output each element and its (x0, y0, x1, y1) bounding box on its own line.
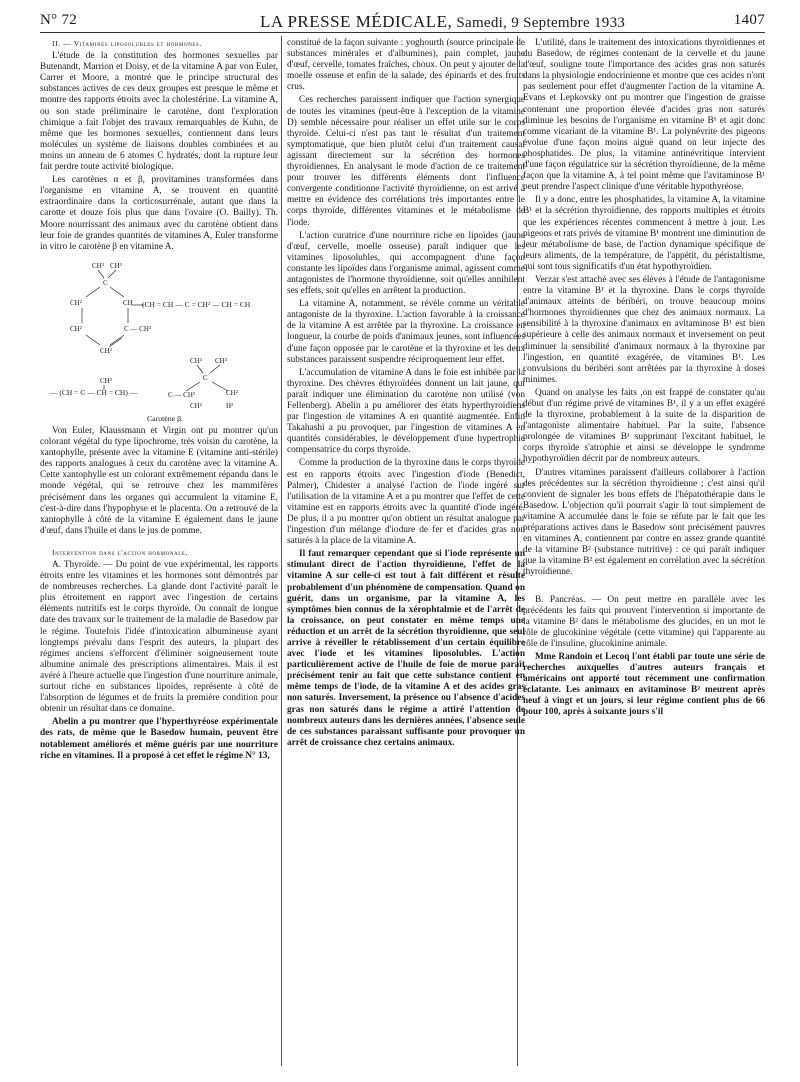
formula-label: C (103, 278, 108, 287)
formula-label: CH³ (190, 356, 202, 365)
paragraph: constitué de la façon suivante : yoghourth (source principale de substances minérales et d'albumines), pain complet, jaune d'œuf, cervelle, tomates fraîches, choux. On peut y ajouter de la moelle osseuse et enfin de la salade, des épinards et des fruits crus. (287, 38, 525, 93)
formula-label: CH² (190, 401, 202, 409)
page-header (40, 8, 765, 30)
paragraph: L'accumulation de vitamine A dans le foie est inhibée par la thyroxine. Des chèvres éthyroïdées donnent un lait jaune, qui paraît indiquer une élimination du carotène non utilisé (von Fellenberg). Abelin a pu améliorer des états hyperthyroïdiens par l'ingestion de vitamines A en quantité augmentée. Enfin Takahashi a pu provoquer, par l'ingestion de vitamines A en quantités considérables, le développement d'une hypertrophie compensatrice du corps thyroïde. (287, 367, 525, 456)
paragraph: La vitamine A, notamment, se révèle comme un véritable antagoniste de la thyroxine. L'action favorable à la croissance de la vitamine A est arrêtée par la thyroxine. La croissance en longueur, la courbe de poids d'animaux jeunes, sont influencées d'une façon opposée par le carotène et la thyroxine et les deux substances paraissent suspendre réciproquement leur effet. (287, 299, 525, 365)
column-1 (40, 38, 278, 764)
issue-number: N° 72 (40, 12, 78, 28)
paragraph: Ces recherches paraissent indiquer que l'action synergique de toutes les vitamines (peut-être à l'exception de la vitamine D) semble nécessaire pour réaliser un effet utile sur le corps thyroïde. Celui-ci n'est pas tant le résultat d'un traitement symptomatique, que bien plutôt celui d'un traitement causal agissant directement sur la sécrétion des hormones thyroïdiennes. En analysant le mode d'action de ce traitement pour trouver les différents éléments dont l'influence convergente conditionne l'activité thyroïdienne, on est arrivé à mettre en évidence des corrélations très importantes entre le corps thyroïde, différentes vitamines et le métabolisme de l'iode. (287, 95, 525, 228)
formula-label: H² (226, 401, 234, 409)
formula-label: CH² (70, 298, 82, 307)
column-divider (281, 36, 282, 1066)
column-3 (523, 38, 765, 721)
paragraph: B. Pancréas. — On peut mettre en parallèle avec les précédents les faits qui prouvent l'intervention si importante de la vitamine B² dans le métabolisme des glucides, en un mot le rôle de glucokinine végétale (cette vitamine) qui l'apparente au rôle de l'insuline, glucokinine animale. (523, 594, 765, 649)
journal-title (260, 12, 700, 32)
formula-label: CH (123, 298, 133, 307)
formula-chain: (CH = CH — C = CH² — CH = CH (142, 299, 251, 309)
header-rule (40, 32, 765, 33)
formula-label: C (203, 373, 208, 382)
journal-name: LA PRESSE MÉDICALE, (260, 12, 453, 31)
section-heading: II. — Vitamines liposolubles et hormones. (52, 39, 202, 48)
formula-label: CH² (70, 324, 82, 333)
formula-label: CH³ (92, 261, 104, 270)
formula-label: CH² (226, 388, 238, 397)
spacer (523, 581, 765, 595)
formula-label: CH³ (100, 376, 112, 385)
paragraph: L'étude de la constitution des hormones sexuelles par Butenandt, Marrion et Doisy, et de la vitamine A par von Euler, Carrer et Moore, a montré que le principe structural des substances actives de ces deux groupes est presque le même et montre des rapports étroits avec la cholestérine. La vitamine A, ou son stade préliminaire le carotène, dont l'exploration chimique a fait l'objet des travaux remarquables de Kuhn, de même que les hormones sexuelles, contiennent dans leurs molécules un système de liaisons doubles combinées et au moins un anneau de 6 atomes C hydratés, dont la rupture leur fait perdre toute activité biologique. (40, 51, 278, 173)
paragraph: Quand on analyse les faits ,on est frappé de constater qu'au début d'un régime privé de vitamines B¹, il y a un effet exagéré de la thyroxine, probablement à la suite de la disparition de l'antagoniste alimentaire habituel. Par la suite, l'absence prolongée de vitamines B¹ supprimant l'excitant habituel, le corps thyroïde s'atrophie et ainsi se développe le syndrome hypothyroïdien décrit par de nombreux auteurs. (523, 387, 765, 465)
paragraph: Verzar s'est attaché avec ses élèves à l'étude de l'antagonisme entre la vitamine B¹ et la thyroxine. Dans le corps thyroïde d'animaux atteints de béribéri, on trouve beaucoup moins d'hormones thyroïdiennes que chez des animaux normaux. La sensibilité à la thyroxine d'animaux en avitaminose B¹ est bien supérieure à celle des animaux normaux et inversement on peut diminuer la sensibilité d'animaux normaux à la thyroxine par l'ingestion, en quantité exagérée, de vitamines B¹. Les convulsions du béribéri sont arrêtées par la thyroxine à doses minimes. (523, 274, 765, 385)
formula-label: CH³ (110, 261, 122, 270)
paragraph: A. Thyroïde. — Du point de vue expérimental, les rapports étroits entre les vitamines et les hormones sont démontrés par de nombreuses recherches. La glande dont l'activité paraît le plus étroitement en rapport avec l'ingestion de certains éléments nutritifs est le corps thyroïde. On connaît de longue date des travaux sur le traitement de la maladie de Basedow par le régime. Toutefois l'idée d'intoxication albumineuse ayant longtemps prévalu dans l'esprit des auteurs, la plupart des régimes anciens s'efforcent d'éliminer soigneusement toute albumine animale des prescriptions alimentaires. Mais il est avéré à l'heure actuelle que l'ingestion d'une nourriture animale, surtout riche en substances lipoïdes, représente à côté de l'absorption de légumes et de fruits la première condition pour obtenir un résultat dans ce domaine. (40, 560, 278, 715)
paragraph: L'action curatrice d'une nourriture riche en lipoïdes (jaune d'œuf, cervelle, moelle osseuse) paraît indiquer que les vitamines liposolubles, qui accompagnent d'une façon constante les lipoïdes dans l'organisme animal, agissent comme antagonistes de l'hormone thyroïdienne, soit qu'elles annihilent ses effets, soit qu'elles en arrêtent la production. (287, 230, 525, 297)
carotene-formula (40, 259, 278, 409)
column-2 (287, 38, 525, 751)
formula-label: CH² (100, 346, 112, 355)
paragraph: D'autres vitamines paraissent d'ailleurs collaborer à l'action des précédentes sur la sécrétion thyroïdienne ; c'est ainsi qu'il convient de signaler les bons effets de l'hépatothérapie dans le Basedow. L'objection qu'il pourrait s'agir là tout simplement de vitamine A accumulée dans le foie se réfute par le fait que les préparations actives dans le Basedow sont précisément pauvres en vitamines A, contiennent par contre en assez grande quantité de la vitamine B² (substance nutritive) : ce qui paraît indiquer que la vitamine B² est également en corrélation avec la sécrétion thyroïdienne. (523, 467, 765, 578)
paragraph: Comme la production de la thyroxine dans le corps thyroïde est en rapports étroits avec l'ingestion d'iode (Benedict, Palmer), Chidester a analysé l'action de l'iode ingéré sur l'utilisation de la vitamine A et a pu montrer que l'effet de cette vitamine est en rapports étroits avec la quantité d'iode ingéré. De plus, il a pu montrer qu'on obtient un résultat analogue par l'ingestion d'un mélange d'iodure de fer et d'acides gras non saturés à la place de la vitamine A. (287, 458, 525, 547)
formula-label: C — CH³ (168, 390, 195, 399)
formula-caption: Carotène β. (146, 413, 183, 423)
paragraph: Mme Randoin et Lecoq l'ont établi par toute une série de recherches auxquelles d'autres auteurs français et américains ont apporté tout récemment une confirmation éclatante. Les animaux en avitaminose B² meurent après neuf à vingt et un jours, si leur régime contient plus de 66 pour 100, après à soixante jours s'il (523, 651, 765, 718)
paragraph: Abelin a pu montrer que l'hyperthyréose expérimentale des rats, de même que le Basedow humain, peuvent être notablement améliorés et même guéris par une nourriture riche en vitamines. Il a proposé à cet effet le régime N° 13, (40, 717, 278, 761)
issue-date: Samedi, 9 Septembre 1933 (456, 15, 626, 31)
paragraph: L'utilité, dans le traitement des intoxications thyroïdiennes et du Basedow, de régimes contenant de la cervelle et du jaune d'œuf, souligne toute l'importance des acides gras non saturés dans la physiologie endocrinienne et montre que ces acides n'ont pas seulement pour effet d'augmenter l'action de la vitamine A. Evans et Lepkovsky ont pu montrer que l'ingestion de graisse contenant une proportion élevée d'acides gras non saturés diminue les besoins de l'organisme en vitamine B¹ et agit donc comme vicariant de la vitamine B¹. La polynévrite des pigeons évolue d'une façon moins aiguë quand on leur injecte des phosphatides. De plus, la vitamine antinévritique intervient d'une façon régulatrice sur la sécrétion thyroïdienne, de la même façon que la vitamine A, à tel point même que l'avitaminose B¹ peut prendre l'aspect clinique d'une véritable hypothyréose. (523, 38, 765, 193)
section-heading: Intervention dans l'action hormonale. (52, 547, 189, 557)
paragraph: Il faut remarquer cependant que si l'iode représente un stimulant direct de l'action thyroïdienne, l'effet de la vitamine A sur celle-ci est tout à fait différent et résulte probablement d'un phénomène de compensation. Quand on guérit, dans un organisme, par la vitamine A, les symptômes bien connus de la xérophtalmie et de l'arrêt de la croissance, on peut constater en même temps une réduction et un arrêt de la sécrétion thyroïdienne, que seul arrive à réveiller le rétablissement d'un certain équilibre avec l'iode et les vitamines liposolubles. L'action particulièrement active de l'huile de foie de morue paraît précisément tenir au fait que cette substance contient en même temps de l'iode, de la vitamine A et des acides gras non saturés. Inversement, la présence ou l'absence d'acides gras non saturés dans le régime a attiré l'attention de nombreux auteurs dans les dernières années, l'absence seule de ces substances paraissant suffisante pour provoquer un arrêt de croissance chez certains animaux. (287, 549, 525, 748)
formula-chain: — (CH = C — CH = CH) — (50, 387, 138, 397)
paragraph: Il y a donc, entre les phosphatides, la vitamine A, la vitamine B¹ et la sécrétion thyroïdienne, des rapports multiples et étroits que les expériences récentes commencent à mettre à jour. Les pigeons et rats privés de vitamine B¹ montrent une diminution de leur métabolisme de base, de l'action dynamique spécifique de leurs aliments, de la température, de l'appétit, du péristaltisme, qui sont tous significatifs d'un état hypothyroïdien. (523, 195, 765, 272)
page-number: 1407 (733, 12, 765, 28)
formula-label: C — CH³ (124, 324, 151, 333)
formula-label: CH³ (215, 356, 227, 365)
paragraph: Von Euler, Klaussmann et Virgin ont pu montrer qu'un colorant végétal du type lipochrome, très voisin du carotène, la xantophylle, présente avec la vitamine E (vitamine anti-stérile) des rapports analogues à ceux du carotène avec la vitamine A. Cette xantophylle est un colorant extrêmement répandu dans le monde végétal, qui se retrouve chez les mammifères précisément dans les organes qui accumulent la vitamine E, c'est-à-dire dans l'hypophyse et le placenta. On a retrouvé de la xantophylle à côté de la vitamine E également dans le jaune d'œuf, dans l'huile et dans le jus de pomme. (40, 425, 278, 536)
paragraph: Les carotènes α et β, provitamines transformées dans l'organisme en vitamine A, se trouvent en quantité extraordinaire dans la corticosurrénale, autant que dans la carotte et douze fois plus que dans l'ovaire (O. Bailly). Th. Moore nourrissant des animaux avec du carotène obtient dans leur foie de grandes quantités de vitamines A, Euler transforme in vitro le carotène β en vitamine A. (40, 175, 278, 252)
